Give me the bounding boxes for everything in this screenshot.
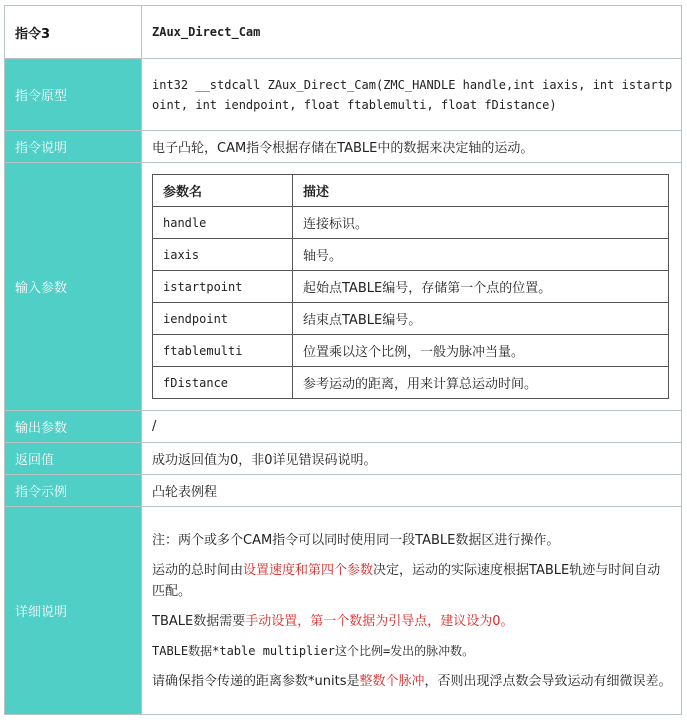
param-name: handle — [153, 207, 293, 239]
details-p5-highlight: 整数个脉冲 — [359, 673, 425, 689]
example-label: 指令示例 — [5, 475, 142, 507]
details-row — [5, 507, 682, 715]
prototype-label: 指令原型 — [5, 59, 142, 131]
param-name: iaxis — [153, 239, 293, 271]
details-p3-highlight: 手动设置，第一个数据为引导点，建议设为0。 — [245, 613, 514, 629]
inputs-label: 输入参数 — [5, 163, 142, 411]
param-desc: 位置乘以这个比例，一般为脉冲当量。 — [293, 335, 669, 367]
param-name: iendpoint — [153, 303, 293, 335]
param-desc: 起始点TABLE编号，存储第一个点的位置。 — [293, 271, 669, 303]
param-desc: 轴号。 — [293, 239, 669, 271]
outputs-row — [5, 411, 682, 443]
description-label: 指令说明 — [5, 131, 142, 163]
api-doc-table — [4, 5, 682, 715]
param-name: istartpoint — [153, 271, 293, 303]
details-note-5 — [152, 671, 673, 692]
param-name: fDistance — [153, 367, 293, 399]
param-desc: 结束点TABLE编号。 — [293, 303, 669, 335]
header-label: 指令3 — [5, 6, 142, 59]
param-row — [153, 207, 669, 239]
params-col-desc: 描述 — [293, 175, 669, 207]
params-col-name: 参数名 — [153, 175, 293, 207]
details-label: 详细说明 — [5, 507, 142, 715]
details-note-2 — [152, 560, 673, 602]
param-row — [153, 271, 669, 303]
details-cell — [142, 507, 682, 715]
inputs-cell — [142, 163, 682, 411]
details-note-3 — [152, 611, 673, 632]
prototype-text: int32 __stdcall ZAux_Direct_Cam(ZMC_HANDLE handle,int iaxis, int istartpoint, int iendpoint, float ftablemulti, float fDistance) — [152, 77, 673, 112]
prototype-cell — [142, 59, 682, 131]
header-row — [5, 6, 682, 59]
param-row — [153, 335, 669, 367]
details-p2-b: 决定，运动的实际速度根据TABLE轨迹与时间自动匹配。 — [152, 562, 661, 599]
returns-row — [5, 443, 682, 475]
description-row — [5, 131, 682, 163]
param-row — [153, 239, 669, 271]
details-p5-a: 请确保指令传递的距离参数*units是 — [152, 673, 360, 689]
details-p1-text: 注：两个或多个CAM指令可以同时使用同一段TABLE数据区进行操作。 — [152, 532, 560, 548]
outputs-label: 输出参数 — [5, 411, 142, 443]
example-text: 凸轮表例程 — [142, 475, 682, 507]
param-name: ftablemulti — [153, 335, 293, 367]
param-desc: 连接标识。 — [293, 207, 669, 239]
returns-label: 返回值 — [5, 443, 142, 475]
outputs-text: / — [142, 411, 682, 443]
params-header-row — [153, 175, 669, 207]
details-p5-b: ，否则出现浮点数会导致运动有细微误差。 — [424, 673, 672, 689]
details-note-1 — [152, 530, 673, 551]
details-p2-highlight: 设置速度和第四个参数 — [243, 562, 374, 578]
params-table — [152, 174, 669, 399]
details-p3-a: TBALE数据需要 — [152, 613, 246, 629]
returns-text: 成功返回值为0，非0详见错误码说明。 — [142, 443, 682, 475]
param-desc: 参考运动的距离，用来计算总运动时间。 — [293, 367, 669, 399]
example-row — [5, 475, 682, 507]
function-name: ZAux_Direct_Cam — [142, 6, 682, 59]
inputs-row — [5, 163, 682, 411]
param-row — [153, 367, 669, 399]
details-p2-a: 运动的总时间由 — [152, 562, 244, 578]
details-note-4 — [152, 641, 673, 662]
description-text: 电子凸轮，CAM指令根据存储在TABLE中的数据来决定轴的运动。 — [142, 131, 682, 163]
prototype-row — [5, 59, 682, 131]
details-p4-text: TABLE数据*table multiplier这个比例=发出的脉冲数。 — [152, 643, 475, 658]
param-row — [153, 303, 669, 335]
